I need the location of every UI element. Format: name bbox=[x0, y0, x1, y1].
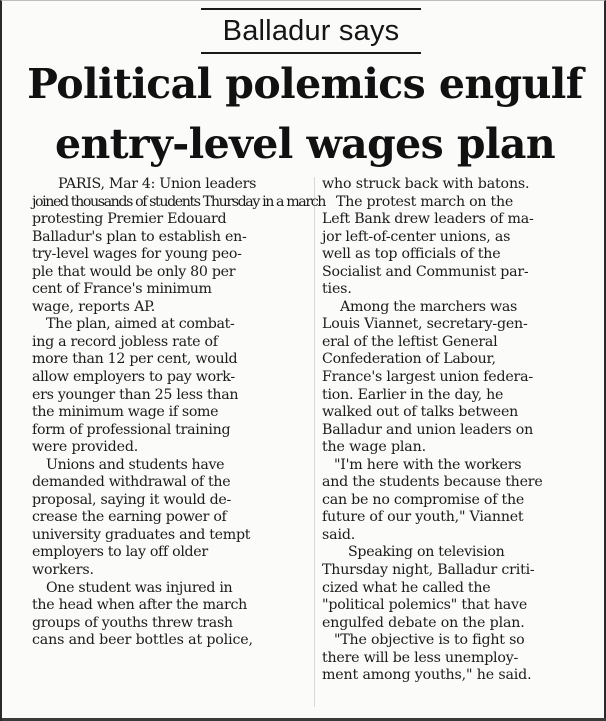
left-column-text-line: ple that would be only 80 per bbox=[32, 263, 236, 280]
right-column-text-line: can be no compromise of the bbox=[322, 491, 525, 508]
right-column-text-line: well as top officials of the bbox=[322, 246, 501, 263]
left-column-text-line: university graduates and tempt bbox=[32, 526, 251, 543]
left-column-text-line: the minimum wage if some bbox=[32, 404, 219, 421]
right-column-text-line: jor left-of-center unions, as bbox=[322, 228, 511, 245]
right-column-text-line: tion. Earlier in the day, he bbox=[322, 386, 504, 403]
right-column-text-line: cized what he called the bbox=[322, 579, 491, 596]
left-column-text-line: form of professional training bbox=[32, 421, 231, 438]
right-column-text-line: Confederation of Labour, bbox=[322, 351, 496, 368]
left-column-text-line: ers younger than 25 less than bbox=[32, 386, 239, 403]
kicker-headline: Balladur says bbox=[201, 8, 421, 54]
left-column-text-line: The plan, aimed at combat- bbox=[46, 316, 235, 333]
right-column-text-line: Among the marchers was bbox=[340, 298, 518, 315]
left-column-text-line: Unions and students have bbox=[46, 456, 225, 473]
left-column-text-line: workers. bbox=[32, 562, 94, 579]
left-column-text-line: ing a record jobless rate of bbox=[32, 333, 218, 350]
right-column-text-line: engulfed debate on the plan. bbox=[322, 614, 525, 631]
right-column-text-line: Thursday night, Balladur criti- bbox=[322, 562, 535, 579]
right-column-text-line: "political polemics" that have bbox=[322, 597, 528, 614]
left-column-text-line: One student was injured in bbox=[46, 579, 233, 596]
article-column-right bbox=[322, 176, 598, 685]
right-column-text-line: Balladur and union leaders on bbox=[322, 421, 534, 438]
right-column-text-line: "The objective is to fight so bbox=[334, 632, 525, 649]
right-column-text-line: Speaking on television bbox=[348, 544, 505, 561]
left-column-text-line: allow employers to pay work- bbox=[32, 369, 235, 386]
left-column-text-line: protesting Premier Edouard bbox=[32, 211, 227, 228]
right-column-text-line: walked out of talks between bbox=[322, 404, 519, 421]
left-column-text-line: employers to lay off older bbox=[32, 544, 208, 561]
right-column-text-line: the wage plan. bbox=[322, 439, 426, 456]
right-column-text-line: "I'm here with the workers bbox=[334, 456, 522, 473]
left-column-text-line: were provided. bbox=[32, 439, 139, 456]
right-column-text-line: and the students because there bbox=[322, 474, 543, 491]
right-column-text-line: Louis Viannet, secretary-gen- bbox=[322, 316, 528, 333]
right-column-text-line: ment among youths," he said. bbox=[322, 667, 532, 684]
left-column-text-line: try-level wages for young peo- bbox=[32, 246, 242, 263]
article-column-left bbox=[32, 176, 325, 650]
left-column-text-line: the head when after the march bbox=[32, 597, 247, 614]
left-column-text-line: joined thousands of students Thursday in a march bbox=[32, 193, 325, 210]
left-column-text-line: groups of youths threw trash bbox=[32, 614, 233, 631]
right-column-text-line: eral of the leftist General bbox=[322, 333, 498, 350]
right-column-text-line: ties. bbox=[322, 281, 352, 298]
right-column-text-line: there will be less unemploy- bbox=[322, 649, 519, 666]
headline-line-2: entry-level wages plan bbox=[54, 120, 556, 168]
right-column-text-line: said. bbox=[322, 526, 356, 543]
left-column-text-line: PARIS, Mar 4: Union leaders bbox=[58, 176, 257, 192]
right-column-text-line: The protest march on the bbox=[336, 193, 513, 210]
left-column-text-line: proposal, saying it would de- bbox=[32, 491, 232, 508]
left-column-text-line: cans and beer bottles at police, bbox=[32, 632, 253, 649]
left-column-text-line: Balladur's plan to establish en- bbox=[32, 228, 247, 245]
headline-line-1: Political polemics engulf bbox=[27, 60, 583, 108]
left-column-text-line: demanded withdrawal of the bbox=[32, 474, 231, 491]
left-column-text-line: crease the earning power of bbox=[32, 509, 227, 526]
right-column-text-line: Socialist and Communist par- bbox=[322, 263, 529, 280]
right-column-text-line: France's largest union federa- bbox=[322, 369, 533, 386]
left-column-text-line: more than 12 per cent, would bbox=[32, 351, 238, 368]
left-column-text-line: wage, reports AP. bbox=[32, 298, 156, 315]
right-column-text-line: future of our youth," Viannet bbox=[322, 509, 524, 526]
left-column-text-line: cent of France's minimum bbox=[32, 281, 212, 298]
right-column-text-line: Left Bank drew leaders of ma- bbox=[322, 211, 534, 228]
right-column-text-line: who struck back with batons. bbox=[322, 176, 530, 192]
